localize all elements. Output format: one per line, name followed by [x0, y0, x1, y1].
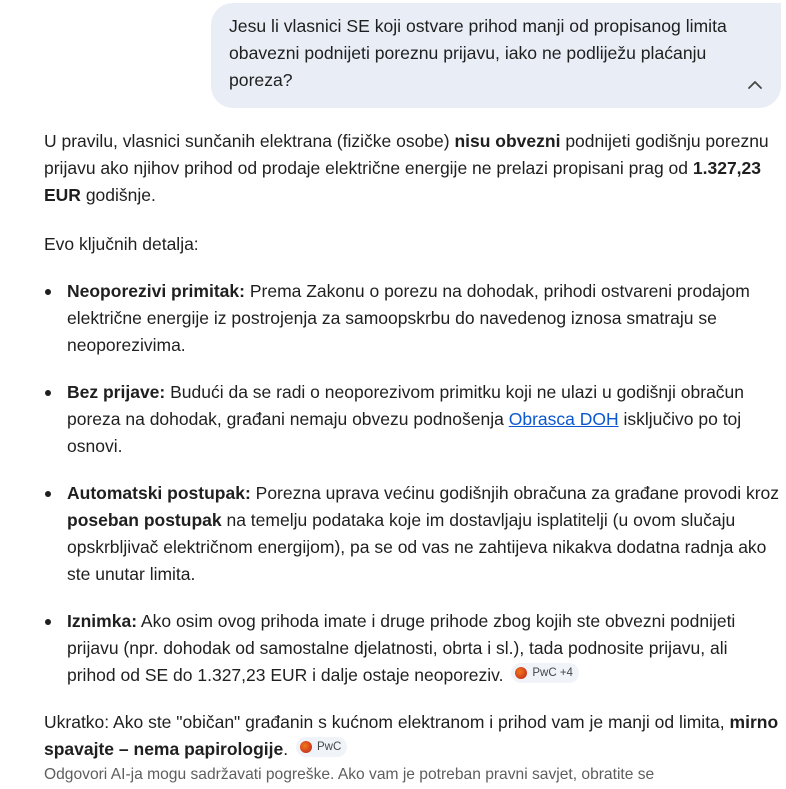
- answer-lead: Evo ključnih detalja:: [44, 234, 199, 254]
- list-item: [44, 480, 780, 588]
- answer-summary: [44, 709, 780, 763]
- chevron-up-icon: [745, 75, 765, 95]
- bullet-icon: [45, 390, 51, 396]
- collapse-button[interactable]: [745, 75, 765, 95]
- summary-text: Ukratko: Ako ste "običan" građanin s kućnom elektranom i prihod vam je manji od limita,: [44, 712, 730, 732]
- list-item: [44, 379, 780, 460]
- pwc-logo-icon: [300, 741, 312, 753]
- point-text: Ako osim ovog prihoda imate i druge prihode zbog kojih ste obvezni podnijeti prijavu (npr. dohodak od samostalne djelatnosti, obrta i sl.), tada podnosite prijavu, ali prihod od SE do 1.327,23 EUR i dalje ostaje neoporeziv.: [67, 611, 736, 685]
- ai-answer: [44, 128, 780, 763]
- user-query-bubble: [211, 3, 781, 108]
- intro-bold-1: nisu obvezni: [454, 131, 561, 151]
- point-bold: poseban postupak: [67, 510, 222, 530]
- list-item: [44, 278, 780, 359]
- point-text: Porezna uprava većinu godišnjih obračuna za građane provodi kroz: [250, 483, 780, 503]
- bullet-icon: [45, 491, 51, 497]
- point-text: na temelju podataka koje im dostavljaju isplatitelji (u ovom slučaju opskrbljivač električnom energijom), pa se od vas ne zahtijeva nikakva dodatna radnja ako ste unutar limita.: [67, 510, 767, 584]
- source-chip-label: PwC +4: [532, 667, 573, 679]
- user-query-text: Jesu li vlasnici SE koji ostvare prihod manji od propisanog limita obavezni podnijeti poreznu prijavu, iako ne podliježu plaćanju poreza?: [229, 16, 727, 90]
- point-title: Bez prijave:: [67, 382, 166, 402]
- point-text: Prema Zakonu o porezu na dohodak, prihodi ostvareni prodajom električne energije iz postrojenja za samoopskrbu do navedenog iznosa smatraju se neoporezivima.: [67, 281, 750, 355]
- intro-text-3: godišnje.: [80, 185, 156, 205]
- point-title: Neoporezivi primitak:: [67, 281, 245, 301]
- intro-text-2: podnijeti godišnju poreznu prijavu ako njihov prihod od prodaje električne energije ne prelazi propisani prag od: [44, 131, 769, 178]
- source-chip-label: PwC: [317, 741, 342, 753]
- obrazac-doh-link[interactable]: Obrasca DOH: [508, 409, 619, 429]
- summary-end: .: [283, 739, 289, 759]
- point-text: isključivo po toj osnovi.: [67, 409, 742, 456]
- bullet-icon: [45, 619, 51, 625]
- list-item: [44, 608, 780, 689]
- bullet-icon: [45, 289, 51, 295]
- point-title: Automatski postupak:: [67, 483, 251, 503]
- summary-bold: mirno spavajte – nema papirologije: [44, 712, 779, 759]
- ai-disclaimer: Odgovori AI-ja mogu sadržavati pogreške. Ako vam je potreban pravni savjet, obratite se: [44, 766, 655, 783]
- point-text: Budući da se radi o neoporezivom primitku koji ne ulazi u godišnji obračun poreza na dohodak, građani nemaju obvezu podnošenja: [67, 382, 745, 429]
- source-chip[interactable]: [511, 663, 579, 683]
- source-chip[interactable]: [296, 737, 347, 757]
- pwc-logo-icon: [515, 667, 527, 679]
- answer-intro: [44, 128, 780, 209]
- point-title: Iznimka:: [67, 611, 138, 631]
- intro-text-1: U pravilu, vlasnici sunčanih elektrana (fizičke osobe): [44, 131, 455, 151]
- intro-bold-2: 1.327,23 EUR: [44, 158, 762, 205]
- key-points-list: [44, 278, 780, 689]
